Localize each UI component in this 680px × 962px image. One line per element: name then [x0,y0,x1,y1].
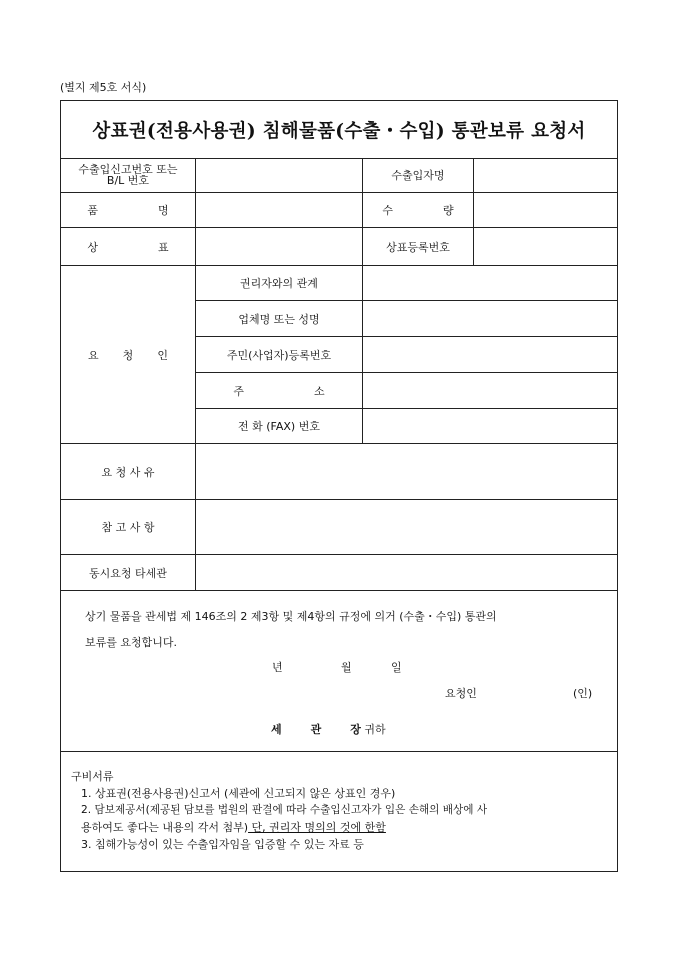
relation-label: 권리자와의 관계 [196,266,363,301]
form-title: 상표권(전용사용권) 침해물품(수출・수입) 통관보류 요청서 [61,101,617,159]
address-field[interactable] [363,373,617,409]
addressee-c: 장 [350,723,361,736]
exporter-importer-label: 수출입자명 [363,158,474,193]
trademark-label-a: 상 [87,240,98,254]
simultaneous-request-label: 동시요청 타세관 [61,555,196,591]
reference-label: 참 고 사 항 [61,500,196,555]
resident-no-label: 주민(사업자)등록번호 [196,337,363,373]
resident-no-field[interactable] [363,337,617,373]
form-caption: (별지 제5호 서식) [60,81,147,94]
request-form [60,100,618,872]
simultaneous-request-field[interactable] [196,555,617,591]
declaration-no-field[interactable] [196,158,363,193]
seal-label: (인) [573,687,593,700]
document-item-2b: 용하여도 좋다는 내용의 각서 첨부) [81,821,249,834]
document-item-2a: 2. 담보제공서(제공된 담보를 법원의 판결에 따라 수출입신고자가 입은 손해의 배상에 사 [81,804,488,816]
reason-label: 요 청 사 유 [61,444,196,500]
declaration-no-label-line2: B/L 번호 [106,174,150,187]
addressee [271,721,386,737]
quantity-label [363,193,474,228]
addressee-a: 세 [271,723,282,736]
address-label-a: 주 [233,384,244,398]
item-name-label [61,193,196,228]
document-item-1: 1. 상표권(전용사용권)신고서 (세관에 신고되지 않은 상표인 경우) [81,787,396,800]
addressee-b: 관 [310,723,322,736]
trademark-reg-no-label: 상표등록번호 [363,228,474,266]
document-item-2b-line [81,819,386,835]
requester-label-a: 요 [88,348,99,362]
requester-sign-label: 요청인 [445,687,477,700]
declaration-no-label-line1: 수출입신고번호 또는 [78,163,178,176]
requester-label [61,266,196,444]
phone-field[interactable] [363,409,617,444]
item-name-label-a: 품 [87,204,98,217]
trademark-label [61,228,196,266]
relation-field[interactable] [363,266,617,301]
item-name-label-b: 명 [158,204,169,217]
requester-label-b: 청 [122,348,134,362]
addressee-honorific: 귀하 [364,723,386,736]
document-item-3: 3. 침해가능성이 있는 수출입자임을 입증할 수 있는 자료 등 [81,838,364,851]
document-item-2c: 단, 권리자 명의의 것에 한함 [248,821,386,834]
exporter-importer-field[interactable] [474,158,617,193]
required-documents [61,751,617,872]
date-month-label: 월 [341,661,352,674]
date-year-label: 년 [272,661,283,674]
company-name-field[interactable] [363,301,617,337]
item-name-field[interactable] [196,193,363,228]
declaration-no-label [61,158,196,193]
address-label-b: 소 [314,384,325,398]
documents-heading: 구비서류 [71,770,114,783]
reason-field[interactable] [196,444,617,500]
date-day-label: 일 [391,661,402,674]
trademark-label-b: 표 [158,240,169,254]
quantity-field[interactable] [474,193,617,228]
company-name-label: 업체명 또는 성명 [196,301,363,337]
statement-line1: 상기 물품을 관세법 제 146조의 2 제3항 및 제4항의 규정에 의거 (수출・수입) 통관의 [85,610,497,623]
quantity-label-a: 수 [382,204,393,217]
statement-line2: 보류를 요청합니다. [85,636,178,649]
reference-field[interactable] [196,500,617,555]
phone-label: 전 화 (FAX) 번호 [196,409,363,444]
trademark-reg-no-field[interactable] [474,228,617,266]
trademark-field[interactable] [196,228,363,266]
requester-label-c: 인 [157,348,168,362]
quantity-label-b: 량 [443,204,454,217]
address-label [196,373,363,409]
